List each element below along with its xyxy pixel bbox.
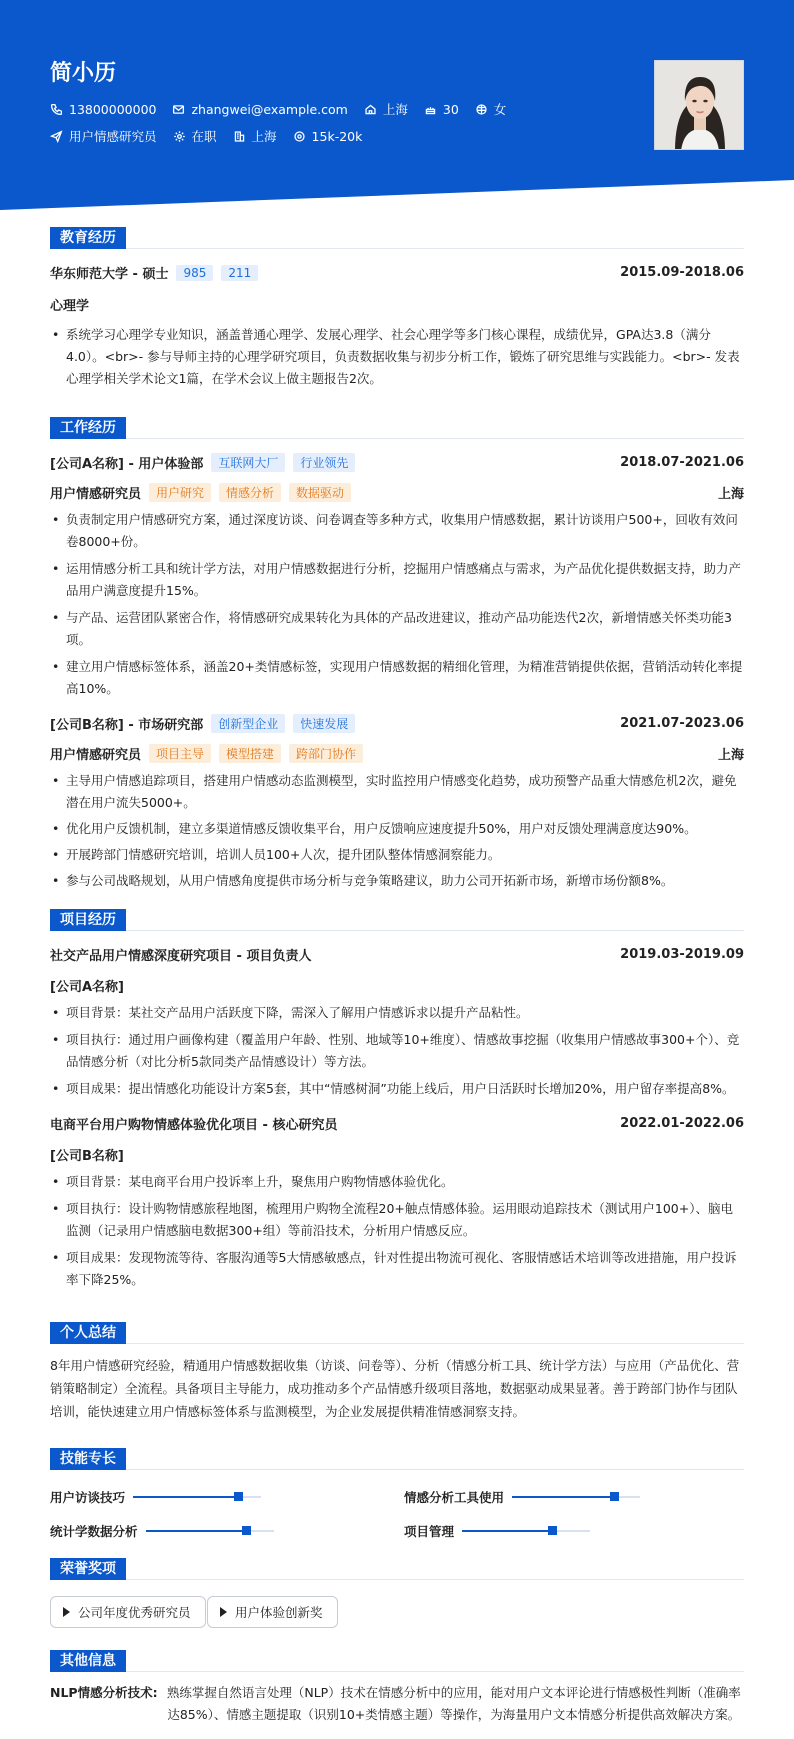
email-text: zhangwei@example.com [191, 101, 348, 117]
skill-bar [462, 1530, 590, 1532]
status-text: 在职 [191, 129, 217, 144]
projects-title: 项目经历 [50, 909, 126, 931]
project-bullets [50, 1002, 744, 1100]
skill-bar [512, 1496, 640, 1498]
send-icon [50, 130, 63, 143]
list-item: • 主导用户情感追踪项目，搭建用户情感动态监测模型，实时监控用户情感变化趋势，成功预警产品重大情感危机2次，避免潜在用户流失5000+。 [50, 770, 744, 814]
education-section [50, 227, 744, 390]
skill-item [50, 1488, 261, 1506]
list-item: • 负责制定用户情感研究方案，通过深度访谈、问卷调查等多种方式，收集用户情感数据，累计访谈用户500+，回收有效问卷8000+份。 [50, 509, 744, 553]
work-city-item [233, 127, 277, 145]
avatar [654, 60, 744, 150]
skill-fill [146, 1530, 246, 1532]
projects-section [50, 909, 744, 1291]
play-icon [63, 1607, 70, 1617]
project-header-row [50, 1114, 744, 1133]
skills-section [50, 1448, 744, 1470]
skill-item [50, 1522, 274, 1540]
skill-bar [133, 1496, 261, 1498]
other-row [50, 1682, 744, 1726]
list-item: • 建立用户情感标签体系，涵盖20+类情感标签，实现用户情感数据的精细化管理，为精准营销提供依据，营销活动转化率提高10%。 [50, 656, 744, 700]
honor-badge [207, 1596, 338, 1628]
gender-item [475, 100, 507, 118]
honor-text: 公司年度优秀研究员 [78, 1605, 191, 1620]
list-item: • 优化用户反馈机制，建立多渠道情感反馈收集平台，用户反馈响应速度提升50%，用户对反馈处理满意度达90%。 [50, 818, 744, 840]
status-item [173, 127, 217, 145]
list-item: • 项目成果：提出情感化功能设计方案5套，其中“情感树洞”功能上线后，用户日活跃时长增加20%，用户留存率提高8%。 [50, 1078, 744, 1100]
honors-title: 荣誉奖项 [50, 1558, 126, 1580]
other-title: 其他信息 [50, 1650, 126, 1672]
list-item: • 项目执行：设计购物情感旅程地图，梳理用户购物全流程20+触点情感体验。运用眼动追踪技术（测试用户100+）、脑电监测（记录用户情感脑电数据300+组）等前沿技术，分析用户情感反应。 [50, 1198, 744, 1242]
education-title: 教育经历 [50, 227, 126, 249]
home-city-item [364, 100, 408, 118]
resume-name: 简小历 [50, 61, 117, 86]
phone-item [50, 102, 156, 117]
project-date: 2019.03-2019.09 [620, 947, 744, 962]
school-name: 华东师范大学 - 硕士 [50, 267, 169, 282]
honor-badge [50, 1596, 206, 1628]
contact-row [50, 100, 522, 118]
role-row [50, 483, 744, 502]
role-tag: 项目主导 [149, 744, 211, 763]
project-header-row [50, 945, 744, 964]
gear-icon [173, 130, 186, 143]
skill-name: 项目管理 [404, 1524, 455, 1539]
job-header-row [50, 453, 744, 472]
project-date: 2022.01-2022.06 [620, 1116, 744, 1131]
list-item: • 开展跨部门情感研究培训，培训人员100+人次，提升团队整体情感洞察能力。 [50, 844, 744, 866]
skill-name: 统计学数据分析 [50, 1524, 138, 1539]
skill-name: 用户访谈技巧 [50, 1490, 126, 1505]
job-bullets [50, 509, 744, 700]
project-company: [公司B名称] [50, 1149, 124, 1164]
skill-item [404, 1488, 640, 1506]
school-tag: 985 [176, 265, 213, 281]
job-header-row [50, 714, 744, 733]
role-tag: 情感分析 [219, 483, 281, 502]
coin-icon [293, 130, 306, 143]
list-item: • 项目背景：某电商平台用户投诉率上升，聚焦用户购物情感体验优化。 [50, 1171, 744, 1193]
phone-icon [50, 103, 63, 116]
role-tag: 跨部门协作 [289, 744, 363, 763]
skill-knob [234, 1492, 243, 1501]
skill-name: 情感分析工具使用 [404, 1490, 505, 1505]
project-bullets [50, 1171, 744, 1291]
education-header-row [50, 263, 744, 282]
company-name: [公司B名称] - 市场研究部 [50, 718, 204, 733]
job-intent-row [50, 127, 378, 145]
role-row [50, 744, 744, 763]
skill-bar [146, 1530, 274, 1532]
phone-text: 13800000000 [69, 101, 157, 117]
skill-fill [133, 1496, 238, 1498]
education-list [50, 324, 744, 390]
position-text: 用户情感研究员 [69, 129, 157, 144]
home-city-text: 上海 [382, 102, 408, 117]
job-city: 上海 [717, 748, 744, 763]
list-item: • 参与公司战略规划，从用户情感角度提供市场分析与竞争策略建议，助力公司开拓新市场，新增市场份额8%。 [50, 870, 744, 892]
skill-fill [512, 1496, 614, 1498]
project-name: 社交产品用户情感深度研究项目 - 项目负责人 [50, 949, 312, 964]
skills-title: 技能专长 [50, 1448, 126, 1470]
gender-icon [475, 103, 488, 116]
role-tag: 数据驱动 [289, 483, 351, 502]
cake-icon [424, 103, 437, 116]
skill-fill [462, 1530, 552, 1532]
list-item: • 项目成果：发现物流等待、客服沟通等5大情感敏感点，针对性提出物流可视化、客服情感话术培训等改进措施，用户投诉率下降25%。 [50, 1247, 744, 1291]
other-label: NLP情感分析技术: [50, 1685, 158, 1700]
education-date: 2015.09-2018.06 [620, 265, 744, 280]
role-tag: 模型搭建 [219, 744, 281, 763]
home-icon [364, 103, 377, 116]
position-item [50, 127, 157, 145]
skill-knob [610, 1492, 619, 1501]
salary-text: 15k-20k [311, 128, 363, 144]
building-icon [233, 130, 246, 143]
company-tag: 快速发展 [293, 714, 355, 733]
work-city-text: 上海 [251, 129, 277, 144]
major: 心理学 [50, 299, 90, 314]
list-item: • 与产品、运营团队紧密合作，将情感研究成果转化为具体的产品改进建议，推动产品功能迭代2次，新增情感关怀类功能3项。 [50, 607, 744, 651]
email-item [172, 102, 347, 117]
list-item: • 系统学习心理学专业知识，涵盖普通心理学、发展心理学、社会心理学等多门核心课程，成绩优异，GPA达3.8（满分4.0）。<br>- 参与导师主持的心理学研究项目，负责数据收集与初步分析工作，锻炼了研究思维与实践能力。<br>- 发表心理学相关学术论文1篇，在学术会议上做主题报告2次。 [50, 324, 744, 390]
honor-text: 用户体验创新奖 [235, 1605, 323, 1620]
school-tag: 211 [221, 265, 258, 281]
summary-title: 个人总结 [50, 1322, 126, 1344]
summary-section [50, 1322, 744, 1423]
job-city: 上海 [717, 487, 744, 502]
list-item: • 运用情感分析工具和统计学方法，对用户情感数据进行分析，挖掘用户情感痛点与需求，为产品优化提供数据支持，助力产品用户满意度提升15%。 [50, 558, 744, 602]
role-name: 用户情感研究员 [50, 487, 142, 502]
other-text: 熟练掌握自然语言处理（NLP）技术在情感分析中的应用，能对用户文本评论进行情感极性判断（准确率达85%）、情感主题提取（识别10+类情感主题）等操作，为海量用户文本情感分析提供高效解决方案。 [166, 1685, 741, 1722]
work-section [50, 417, 744, 892]
other-section [50, 1650, 744, 1726]
list-item: • 项目执行：通过用户画像构建（覆盖用户年龄、性别、地域等10+维度）、情感故事挖掘（收集用户情感故事300+个）、竞品情感分析（对比分析5款同类产品情感设计）等方法。 [50, 1029, 744, 1073]
project-company: [公司A名称] [50, 980, 124, 995]
age-text: 30 [442, 101, 459, 117]
skill-knob [548, 1526, 557, 1535]
role-tag: 用户研究 [149, 483, 211, 502]
gender-text: 女 [493, 102, 507, 117]
job-date: 2021.07-2023.06 [620, 716, 744, 731]
skill-knob [242, 1526, 251, 1535]
summary-text: 8年用户情感研究经验，精通用户情感数据收集（访谈、问卷等）、分析（情感分析工具、统计学方法）与应用（产品优化、营销策略制定）全流程。具备项目主导能力，成功推动多个产品情感升级项目落地，数据驱动成果显著。善于跨部门协作与团队培训，能快速建立用户情感标签体系与监测模型，为企业发展提供精准情感洞察支持。 [50, 1358, 740, 1419]
role-name: 用户情感研究员 [50, 748, 142, 763]
mail-icon [172, 103, 185, 116]
work-title: 工作经历 [50, 417, 126, 439]
honors-section [50, 1558, 744, 1580]
salary-item [293, 129, 363, 144]
company-tag: 创新型企业 [211, 714, 285, 733]
company-tag: 行业领先 [293, 453, 355, 472]
project-name: 电商平台用户购物情感体验优化项目 - 核心研究员 [50, 1118, 338, 1133]
age-item [424, 102, 459, 117]
skill-item [404, 1522, 590, 1540]
company-name: [公司A名称] - 用户体验部 [50, 457, 204, 472]
list-item: • 项目背景：某社交产品用户活跃度下降，需深入了解用户情感诉求以提升产品粘性。 [50, 1002, 744, 1024]
company-tag: 互联网大厂 [211, 453, 285, 472]
job-date: 2018.07-2021.06 [620, 455, 744, 470]
play-icon [220, 1607, 227, 1617]
job-bullets [50, 770, 744, 892]
